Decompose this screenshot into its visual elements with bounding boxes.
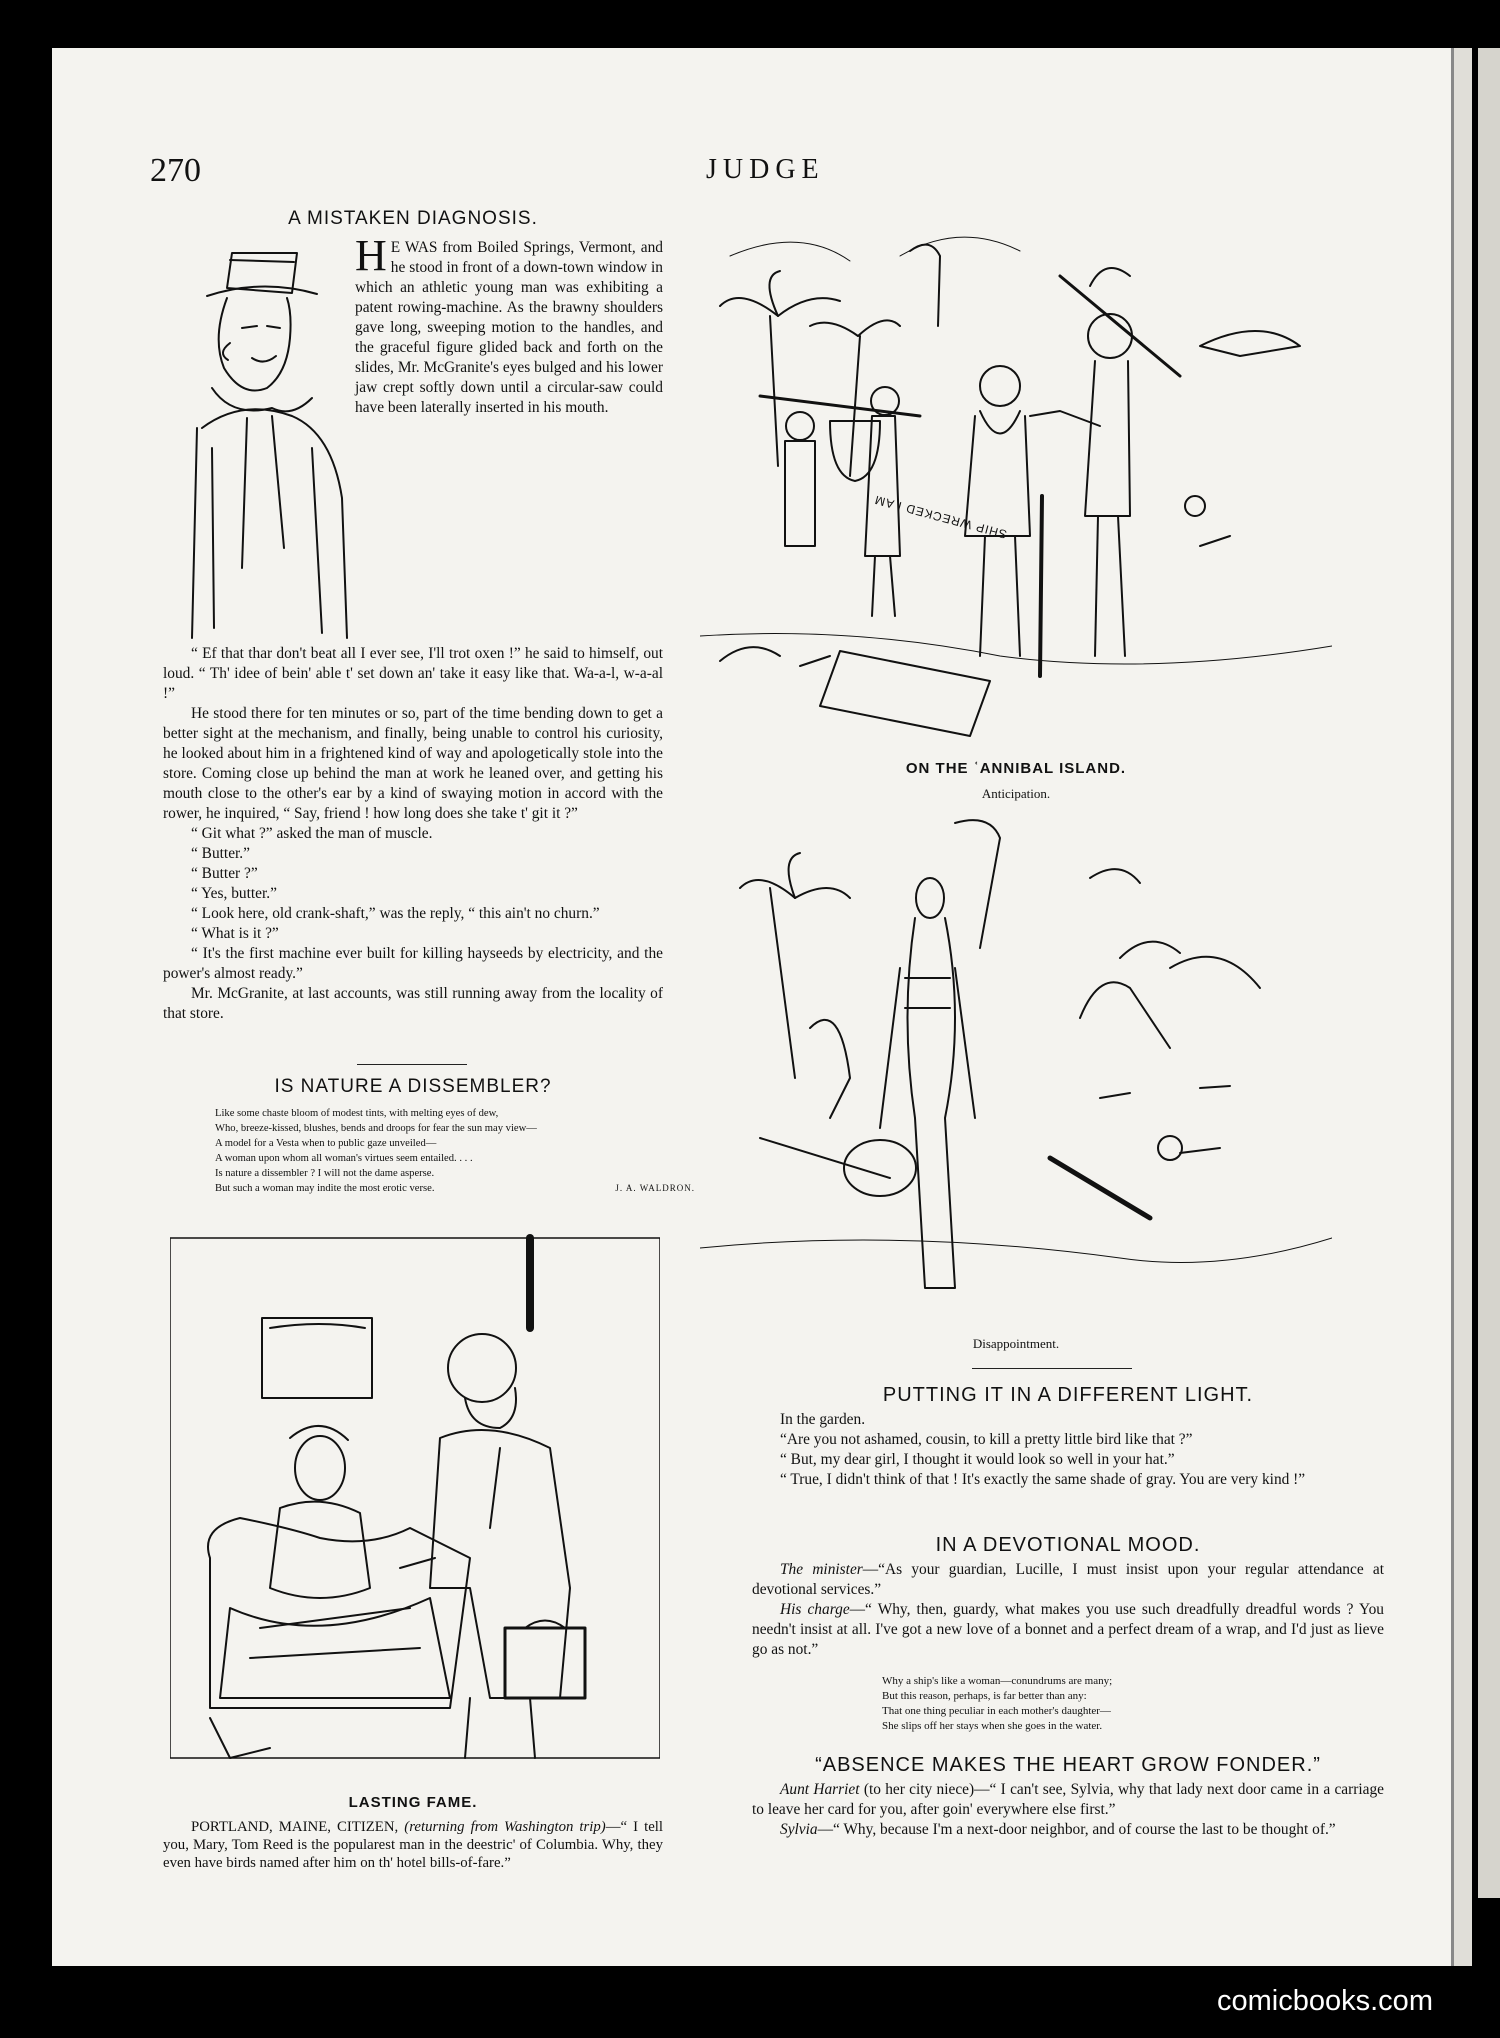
adjacent-page-edge [1478, 48, 1500, 1898]
poem-line: Is nature a dissembler ? I will not the dame asperse. [215, 1168, 435, 1179]
dissembler-poem [215, 1106, 695, 1196]
lasting-fame-stage: (returning from Washington trip) [404, 1819, 606, 1835]
light-title: PUTTING IT IN A DIFFERENT LIGHT. [882, 1384, 1254, 1406]
section-rule [357, 1064, 467, 1065]
light-paragraph: In the garden. [780, 1411, 866, 1428]
cannibal-disappointment-illustration [700, 818, 1332, 1318]
cannibal-anticipation-illustration [700, 216, 1332, 746]
lasting-fame-text: —“ I tell you, Mary, Tom Reed is the popularest man in the deestric' of Columbia. Why, they even have birds named after him on th' hotel bills-of-fare.” [163, 1819, 664, 1871]
site-watermark: comicbooks.com [1150, 1972, 1500, 2038]
diagnosis-paragraph: “ Ef that thar don't beat all I ever see, I'll trot oxen !” he said to himself, out loud. “ Th' idee of bein' able t' set down an' take it easy like that. Wa-a-l, w-a-al !” [163, 645, 663, 702]
diagnosis-paragraph: “ Look here, old crank-shaft,” was the reply, “ this ain't no churn.” [191, 905, 600, 922]
diagnosis-paragraph: “ Yes, butter.” [191, 885, 277, 902]
absence-speaker: Sylvia [780, 1821, 818, 1838]
section-rule [972, 1368, 1132, 1369]
cannibal-disappointment-subcaption: Disappointment. [972, 1336, 1060, 1351]
cannibal-anticipation-subcaption: Anticipation. [981, 786, 1051, 801]
lasting-fame-speaker: PORTLAND, MAINE, CITIZEN [191, 1819, 395, 1835]
lasting-fame-illustration [170, 1228, 660, 1778]
devotional-body [752, 1560, 1384, 1660]
drop-cap: H [355, 231, 387, 280]
cannibal-caption: ON THE ʿANNIBAL ISLAND. [905, 760, 1127, 777]
ship-verse [882, 1674, 1322, 1734]
verse-line: Why a ship's like a woman—conundrums are many; [882, 1675, 1113, 1687]
absence-title: “ABSENCE MAKES THE HEART GROW FONDER.” [815, 1754, 1321, 1776]
poem-line: But such a woman may indite the most erotic verse. [215, 1183, 435, 1194]
lasting-fame-quote: PORTLAND, MAINE, CITIZEN, (returning from Washington trip)—“ I tell you, Mary, Tom Reed is the popularest man in the deestric' of Columbia. Why, they even have birds named after him on th' hotel bills-of-fare.” [163, 1819, 664, 1871]
devotional-speaker: The minister [780, 1561, 863, 1578]
diagnosis-paragraph: “ Git what ?” asked the man of muscle. [191, 825, 433, 842]
verse-line: She slips off her stays when she goes in the water. [882, 1720, 1103, 1732]
poem-line: Like some chaste bloom of modest tints, with melting eyes of dew, [215, 1108, 499, 1119]
running-head: JUDGE [706, 154, 825, 185]
diagnosis-paragraph: Mr. McGranite, at last accounts, was still running away from the locality of that store. [163, 985, 663, 1022]
poem-line: A woman upon whom all woman's virtues seem entailed. . . . [215, 1153, 473, 1164]
verse-line: That one thing peculiar in each mother's daughter— [882, 1705, 1111, 1717]
diagnosis-title: A MISTAKEN DIAGNOSIS. [288, 208, 538, 229]
shipwrecked-sign: SHIP WRECKED I AM [872, 492, 1009, 542]
diagnosis-paragraph: “ What is it ?” [191, 925, 279, 942]
poem-line: Who, breeze-kissed, blushes, bends and droops for fear the sun may view— [215, 1123, 537, 1134]
devotional-title: IN A DEVOTIONAL MOOD. [935, 1534, 1201, 1556]
absence-speaker: Aunt Harriet [780, 1781, 860, 1798]
diagnosis-body [163, 644, 663, 1024]
farmer-illustration [172, 248, 352, 648]
page-number: 270 [150, 152, 201, 189]
diagnosis-paragraph: He stood there for ten minutes or so, part of the time bending down to get a better sight at the mechanism, and finally, being unable to control his curiosity, he looked about him in a frightened kind of way and apologetically stole into the store. Coming close up behind the man at work he leaned over, and getting his mouth close to the other's ear by a kind of swaying motion in accord with the rower, he inquired, “ Say, friend ! how long does she take t' git it ?” [163, 705, 663, 822]
diagnosis-paragraph: “ Butter ?” [191, 865, 258, 882]
poem-line: A model for a Vesta when to public gaze unveiled— [215, 1138, 437, 1149]
verse-line: But this reason, perhaps, is far better than any: [882, 1690, 1087, 1702]
light-paragraph: “Are you not ashamed, cousin, to kill a pretty little bird like that ?” [780, 1431, 1193, 1448]
absence-body [752, 1780, 1384, 1840]
light-body [752, 1410, 1384, 1490]
diagnosis-paragraph: “ It's the first machine ever built for killing hayseeds by electricity, and the power's almost ready.” [163, 945, 663, 982]
poem-author: J. A. WALDRON. [615, 1183, 695, 1193]
dissembler-title: IS NATURE A DISSEMBLER? [274, 1076, 552, 1097]
page-gutter [1451, 48, 1472, 1966]
light-paragraph: “ But, my dear girl, I thought it would look so well in your hat.” [780, 1451, 1175, 1468]
diagnosis-lead [355, 231, 663, 418]
magazine-page [52, 48, 1472, 1966]
devotional-speaker: His charge [780, 1601, 850, 1618]
absence-text: (to her city niece)—“ I can't see, Sylvia, why that lady next door came in a carriage to leave her card for you, after goin' everywhere else first.” [752, 1781, 1384, 1818]
devotional-text: —“ Why, then, guardy, what makes you use such dreadfully dreadful words ? You needn't insist at all. I've got a new love of a bonnet and a perfect dream of a wrap, and I'd just as lieve go as not.” [752, 1601, 1384, 1658]
diagnosis-lead-text: E WAS from Boiled Springs, Vermont, and he stood in front of a down-town window in which an athletic young man was exhibiting a patent rowing-machine. As the brawny shoulders gave long, sweeping motion to the handles, and the graceful figure glided back and forth on the slides, Mr. McGranite's eyes bulged and his lower jaw crept softly down until a circular-saw could have been laterally inserted in his mouth. [355, 239, 663, 416]
lasting-fame-caption: LASTING FAME. [348, 1794, 478, 1811]
light-paragraph: “ True, I didn't think of that ! It's exactly the same shade of gray. You are very kind !” [780, 1471, 1306, 1488]
absence-text: —“ Why, because I'm a next-door neighbor, and of course the last to be thought of.” [817, 1821, 1336, 1838]
diagnosis-paragraph: “ Butter.” [191, 845, 250, 862]
devotional-text: —“As your guardian, Lucille, I must insist upon your regular attendance at devotional services.” [752, 1561, 1384, 1598]
